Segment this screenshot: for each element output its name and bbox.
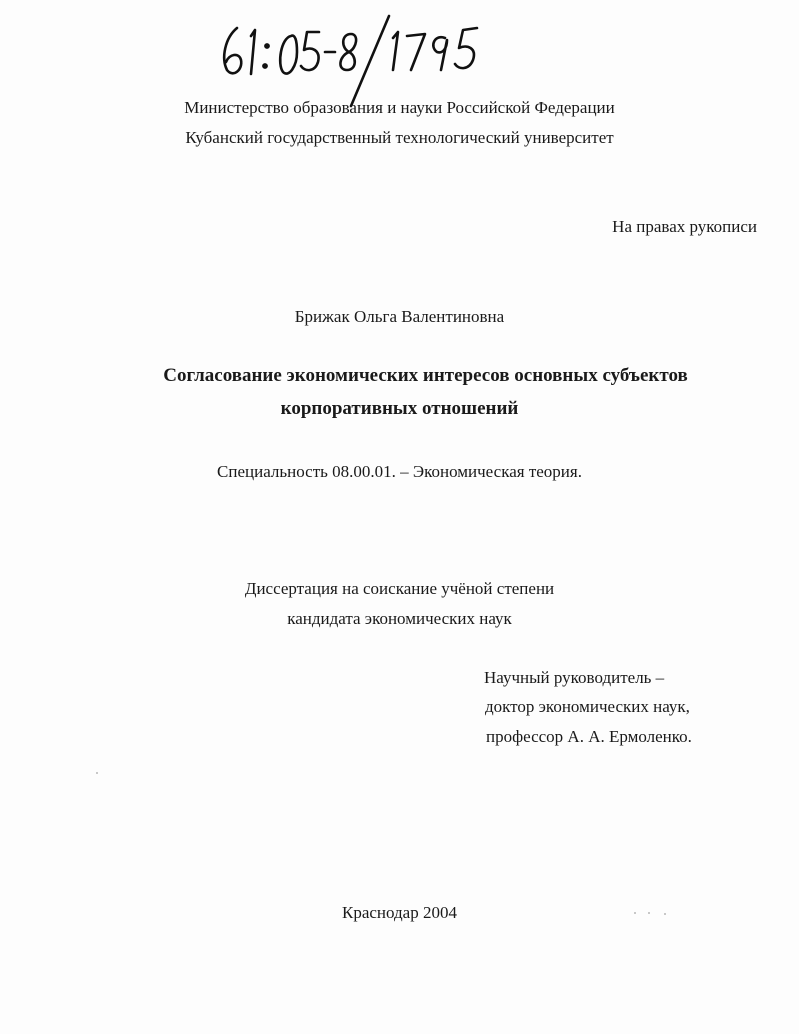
degree-line-2: кандидата экономических наук bbox=[287, 609, 512, 628]
scan-speck bbox=[664, 913, 666, 915]
author-name: Брижак Ольга Валентиновна bbox=[294, 307, 505, 326]
rights-note: На правах рукописи bbox=[612, 217, 757, 236]
dissertation-title-line-2: корпоративных отношений bbox=[280, 398, 519, 419]
degree-line-1: Диссертация на соискание учёной степени bbox=[244, 579, 555, 598]
university-line: Кубанский государственный технологический университет bbox=[185, 128, 614, 147]
supervisor-line-3: профессор А. А. Ермоленко. bbox=[486, 727, 692, 746]
supervisor-line-2: доктор экономических наук, bbox=[485, 697, 690, 716]
scan-speck bbox=[634, 912, 636, 914]
dissertation-title-line-1: Согласование экономических интересов основных субъектов bbox=[163, 365, 688, 386]
specialty-line: Специальность 08.00.01. – Экономическая теория. bbox=[217, 462, 582, 481]
supervisor-line-1: Научный руководитель – bbox=[484, 668, 665, 687]
scan-speck bbox=[648, 912, 650, 914]
handwritten-archive-code bbox=[215, 8, 485, 108]
place-year: Краснодар 2004 bbox=[342, 903, 457, 922]
ministry-line: Министерство образования и науки Российской Федерации bbox=[184, 98, 615, 117]
scan-speck bbox=[96, 772, 98, 774]
